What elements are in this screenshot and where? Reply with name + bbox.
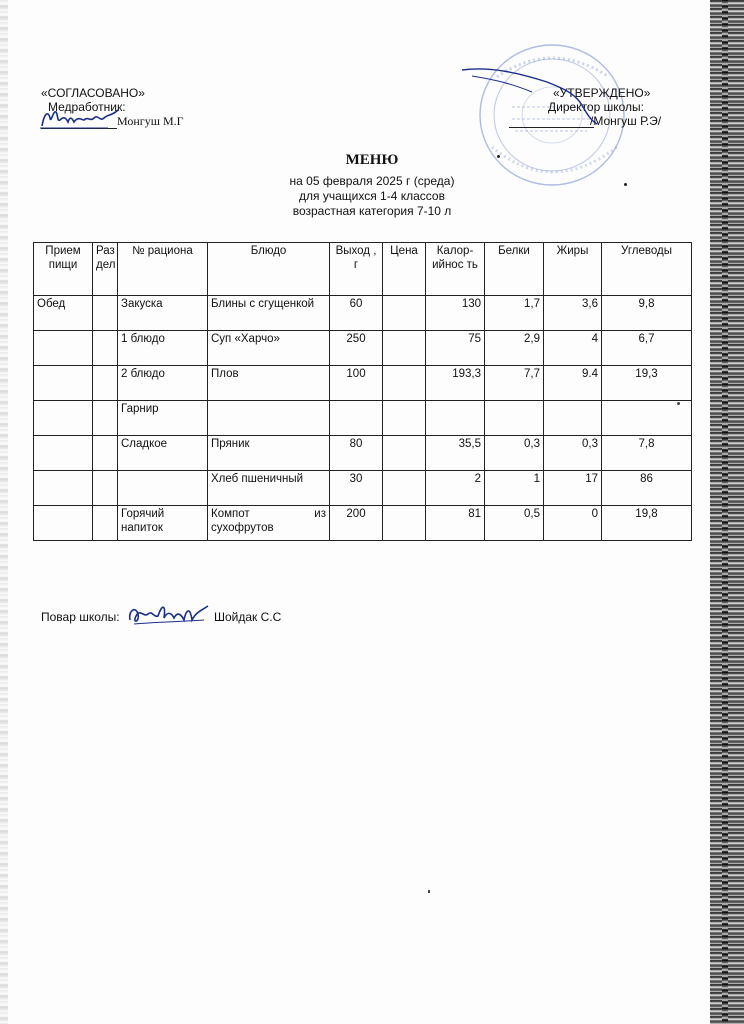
menu-table: [33, 242, 692, 541]
director-signature: [452, 62, 602, 128]
col-header-fat: Жиры: [544, 243, 602, 296]
cell-fat: 17: [544, 471, 602, 506]
cell-ration: Закуска: [118, 296, 208, 331]
cell-carbs: 9,8: [602, 296, 692, 331]
cell-carbs: 19,8: [602, 506, 692, 541]
table-header-row: [34, 243, 692, 296]
cell-dish: Блины с сгущенкой: [208, 296, 330, 331]
cell-meal: [34, 331, 93, 366]
agreed-label: «СОГЛАСОВАНО»: [41, 86, 145, 100]
subtitle-audience: для учащихся 1-4 классов: [299, 189, 445, 203]
cell-ration: Горячий напиток: [118, 506, 208, 541]
cell-meal: [34, 366, 93, 401]
cell-yield: 100: [330, 366, 383, 401]
cell-meal: [34, 471, 93, 506]
cell-section: [93, 296, 118, 331]
cell-kcal: 193,3: [426, 366, 485, 401]
cell-carbs: 6,7: [602, 331, 692, 366]
cell-fat: 4: [544, 331, 602, 366]
cell-protein: 2,9: [485, 331, 544, 366]
cell-kcal: 2: [426, 471, 485, 506]
cell-protein: 1: [485, 471, 544, 506]
cell-dish: Компот из сухофрутов: [208, 506, 330, 541]
col-header-kcal: Калор- ийнос ть: [426, 243, 485, 296]
speck: [428, 890, 430, 893]
col-header-section: Раз дел: [93, 243, 118, 296]
col-header-ration: № рациона: [118, 243, 208, 296]
medic-label: Медработник:: [48, 100, 126, 114]
col-header-meal: Прием пищи: [34, 243, 93, 296]
cell-yield: [330, 401, 383, 436]
cell-price: [383, 296, 426, 331]
medic-name: Монгуш М.Г: [117, 114, 184, 128]
cell-meal: Обед: [34, 296, 93, 331]
cell-fat: 9.4: [544, 366, 602, 401]
cell-section: [93, 436, 118, 471]
cell-fat: 0: [544, 506, 602, 541]
cell-yield: 60: [330, 296, 383, 331]
cell-dish: [208, 401, 330, 436]
cell-fat: [544, 401, 602, 436]
table-row: [34, 401, 692, 436]
cell-section: [93, 401, 118, 436]
cell-protein: 7,7: [485, 366, 544, 401]
cell-kcal: 81: [426, 506, 485, 541]
cell-kcal: 75: [426, 331, 485, 366]
approved-label: «УТВЕРЖДЕНО»: [553, 86, 651, 100]
table-row: [34, 471, 692, 506]
cell-price: [383, 436, 426, 471]
cell-yield: 80: [330, 436, 383, 471]
cell-section: [93, 331, 118, 366]
cell-yield: 250: [330, 331, 383, 366]
cell-dish: Пряник: [208, 436, 330, 471]
cook-name: Шойдак С.С: [214, 610, 282, 624]
cell-protein: 1,7: [485, 296, 544, 331]
speck: [677, 402, 680, 405]
cell-fat: 0,3: [544, 436, 602, 471]
table-row: [34, 331, 692, 366]
col-header-yield: Выход , г: [330, 243, 383, 296]
cell-carbs: 7,8: [602, 436, 692, 471]
col-header-protein: Белки: [485, 243, 544, 296]
cell-section: [93, 506, 118, 541]
cell-dish: Хлеб пшеничный: [208, 471, 330, 506]
cell-section: [93, 471, 118, 506]
cell-kcal: 130: [426, 296, 485, 331]
cell-ration: 1 блюдо: [118, 331, 208, 366]
cell-kcal: 35,5: [426, 436, 485, 471]
table-row: [34, 506, 692, 541]
cell-yield: 30: [330, 471, 383, 506]
cell-carbs: 19,3: [602, 366, 692, 401]
cell-ration: [118, 471, 208, 506]
cell-carbs: 86: [602, 471, 692, 506]
subtitle-age: возрастная категория 7-10 л: [292, 204, 452, 218]
cell-protein: 0,5: [485, 506, 544, 541]
cook-label: Повар школы:: [41, 610, 120, 624]
cell-kcal: [426, 401, 485, 436]
cell-meal: [34, 506, 93, 541]
col-header-carbs: Углеводы: [602, 243, 692, 296]
speck: [624, 183, 627, 186]
col-header-price: Цена: [383, 243, 426, 296]
cell-dish: Суп «Харчо»: [208, 331, 330, 366]
cell-meal: [34, 436, 93, 471]
cell-carbs: [602, 401, 692, 436]
col-header-dish: Блюдо: [208, 243, 330, 296]
director-label: Директор школы:: [548, 100, 644, 114]
cell-ration: Сладкое: [118, 436, 208, 471]
cell-fat: 3,6: [544, 296, 602, 331]
cell-price: [383, 471, 426, 506]
cell-meal: [34, 401, 93, 436]
cell-protein: [485, 401, 544, 436]
medic-signature: [38, 104, 122, 130]
table-row: [34, 296, 692, 331]
cell-price: [383, 366, 426, 401]
table-row: [34, 436, 692, 471]
cell-yield: 200: [330, 506, 383, 541]
cell-price: [383, 331, 426, 366]
cell-price: [383, 506, 426, 541]
cell-section: [93, 366, 118, 401]
cell-ration: 2 блюдо: [118, 366, 208, 401]
cell-dish: Плов: [208, 366, 330, 401]
speck: [497, 155, 500, 158]
subtitle-date: на 05 февраля 2025 г (среда): [289, 174, 455, 188]
table-row: [34, 366, 692, 401]
cell-ration: Гарнир: [118, 401, 208, 436]
cell-price: [383, 401, 426, 436]
cook-signature: [124, 596, 212, 636]
director-name: /Монгуш Р.Э/: [590, 114, 662, 128]
page-title: МЕНЮ: [345, 152, 399, 168]
cell-protein: 0,3: [485, 436, 544, 471]
